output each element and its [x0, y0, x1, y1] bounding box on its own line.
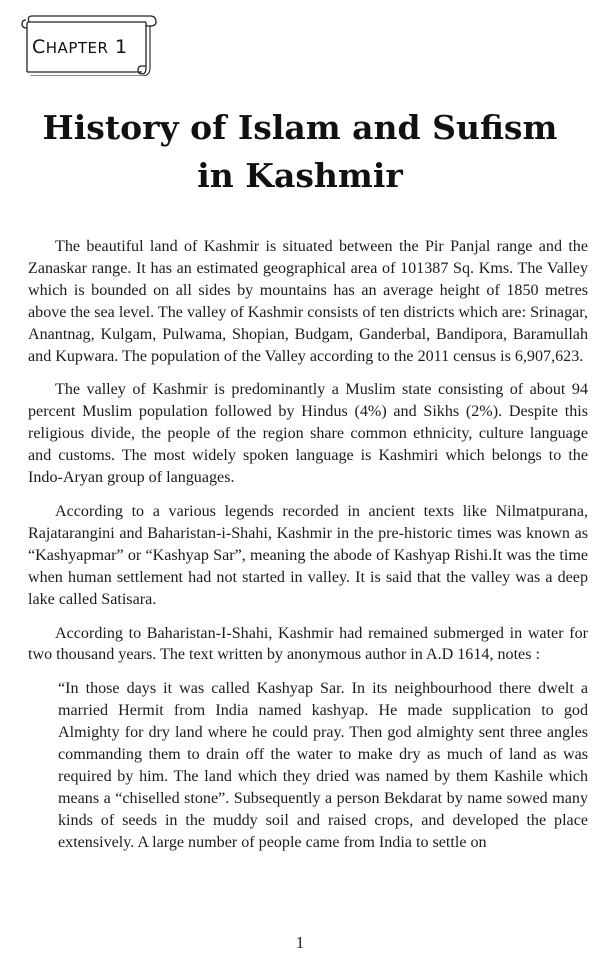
paragraph: According to Baharistan-I-Shahi, Kashmir had remained submerged in water for two thousand years. The text written by anonymous author in A.D 1614, notes :	[28, 624, 588, 664]
chapter-scroll-banner	[18, 14, 158, 76]
chapter-label: CHAPTER 1	[32, 36, 128, 58]
paragraph: According to a various legends recorded in ancient texts like Nilmatpurana, Rajatarangini and Baharistan-i-Shahi, Kashmir in the pre-historic times was known as “Kashyapmar” or “Kashyap Sar”, meaning the abode of Kashyap Rishi.It was the time when human settlement had not started in valley. It is said that the valley was a deep lake called Satisara.	[28, 502, 588, 608]
chapter-title: History of Islam and Sufism in Kashmir	[42, 108, 558, 195]
body-text	[28, 236, 588, 854]
block-quote: “In those days it was called Kashyap Sar. In its neighbourhood there dwelt a married Hermit from India named kashyap. He made supplication to god Almighty for dry land where he could pray. Then god almighty sent three angles commanding them to drain off the water to make dry as much of land as was required by him. The land which they dried was named by them Kashile which means a “chiselled stone”. Subsequently a person Bekdarat by name sowed many kinds of seeds in the muddy soil and raised crops, and developed the place extensively. A large number of people came from India to settle on	[58, 680, 588, 851]
paragraph: The beautiful land of Kashmir is situated between the Pir Panjal range and the Zanaskar range. It has an estimated geographical area of 101387 Sq. Kms. The Valley which is bounded on all sides by mountains has an average height of 1850 metres above the sea level. The valley of Kashmir consists of ten districts which are: Srinagar, Anantnag, Kulgam, Pulwama, Shopian, Budgam, Ganderbal, Bandipora, Baramullah and Kupwara. The population of the Valley according to the 2011 census is 6,907,623.	[28, 238, 588, 365]
paragraph: The valley of Kashmir is predominantly a Muslim state consisting of about 94 percent Muslim population followed by Hindus (4%) and Sikhs (2%). Despite this religious divide, the people of the region share common ethnicity, culture language and customs. The most widely spoken language is Kashmiri which belongs to the Indo-Aryan group of languages.	[28, 381, 588, 487]
page-number: 1	[295, 933, 305, 952]
